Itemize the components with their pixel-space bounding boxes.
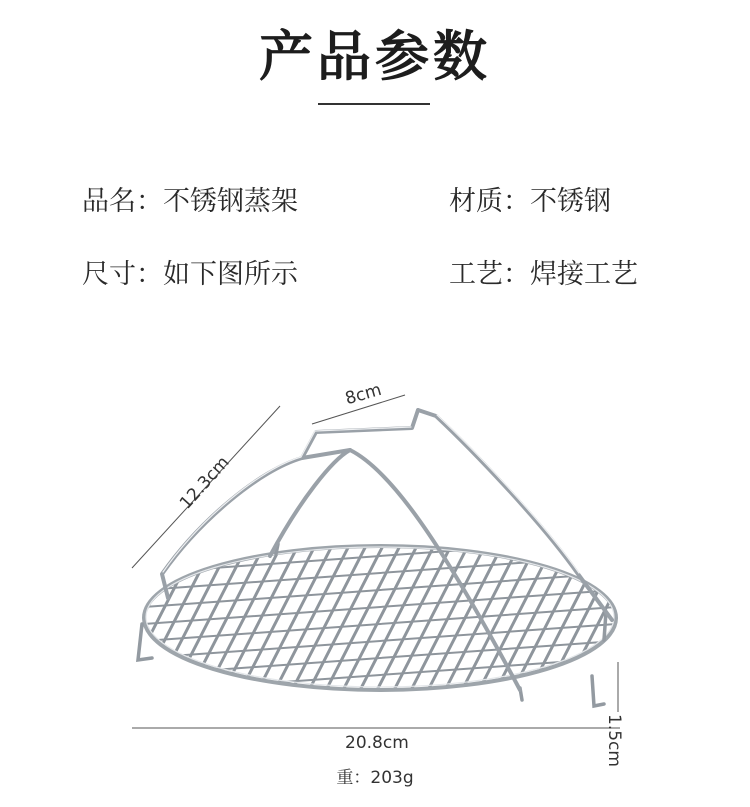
leg-right — [604, 612, 606, 640]
rack-wire — [117, 536, 201, 700]
leg-front-right — [592, 676, 604, 706]
dimension-height: 12.3cm — [176, 452, 234, 514]
page-title: 产品参数 — [259, 25, 491, 88]
dimension-diameter: 20.8cm — [345, 733, 409, 753]
spec-craft-value: 焊接工艺 — [530, 259, 638, 290]
spec-size-value: 如下图所示 — [163, 259, 298, 290]
rack-crosswire — [130, 572, 630, 608]
spec-name-label: 品名： — [82, 186, 163, 217]
weight-label: 重：203g — [336, 768, 414, 788]
dimension-handle-width: 8cm — [343, 379, 384, 410]
rack-crosswire — [130, 606, 630, 642]
dimension-leg-height: 1.5cm — [604, 714, 624, 767]
spec-material-label: 材质： — [449, 186, 530, 217]
spec-size-label: 尺寸： — [82, 259, 163, 290]
spec-name-value: 不锈钢蒸架 — [163, 186, 298, 217]
rack-wire — [491, 536, 575, 700]
spec-craft-label: 工艺： — [449, 259, 530, 290]
spec-material-value: 不锈钢 — [530, 186, 611, 217]
rack-grid — [100, 536, 660, 710]
rack-wire — [559, 536, 643, 700]
